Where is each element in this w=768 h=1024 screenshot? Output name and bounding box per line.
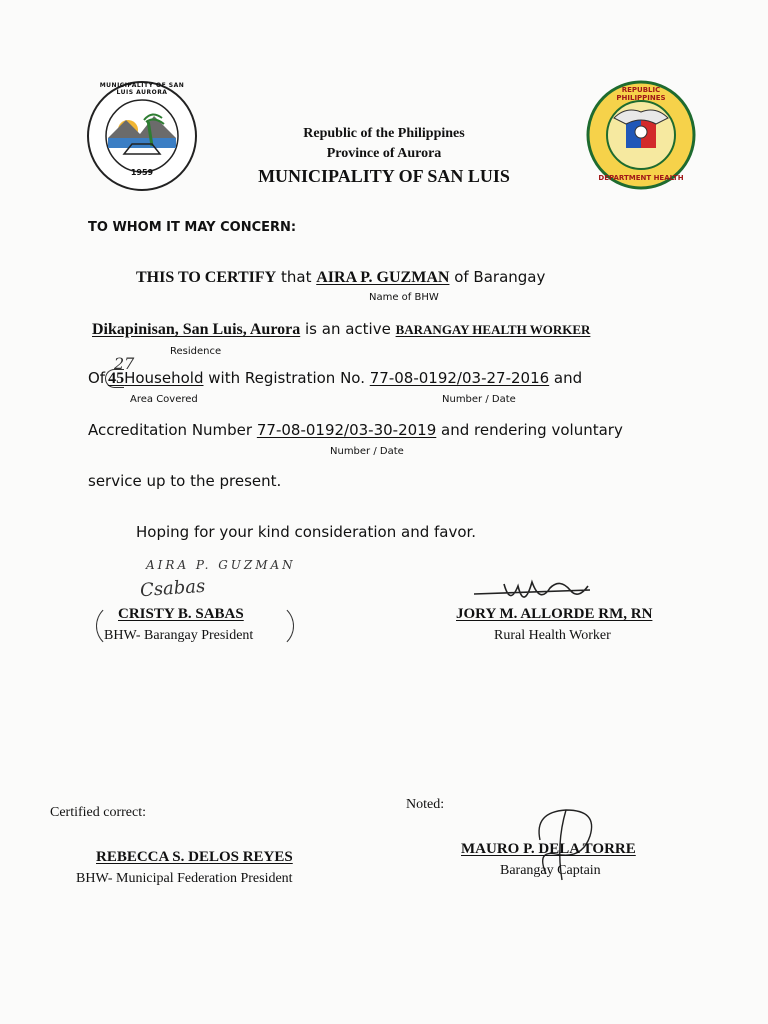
- salutation: TO WHOM IT MAY CONCERN:: [88, 220, 297, 235]
- seal-ring-text: MUNICIPALITY OF SAN LUIS AURORA: [99, 82, 185, 96]
- seal-ring-text-bottom: DEPARTMENT HEALTH: [598, 174, 684, 182]
- caption-name-of-bhw: Name of BHW: [369, 292, 439, 303]
- certify-lead: THIS TO CERTIFY: [136, 269, 277, 286]
- seal-ring-text-top: REPUBLIC PHILIPPINES: [616, 86, 666, 102]
- sig4-name: MAURO P. DELA TORRE: [461, 841, 636, 857]
- header-province: Province of Aurora: [326, 146, 442, 161]
- service-text: service up to the present.: [88, 472, 282, 490]
- accreditation-lead: Accreditation Number: [88, 421, 257, 439]
- sig3-title: BHW- Municipal Federation President: [76, 871, 293, 886]
- handwritten-signature-1: Csabas: [139, 575, 206, 602]
- header-republic: Republic of the Philippines: [303, 126, 465, 141]
- caption-number-date-2: Number / Date: [330, 446, 404, 457]
- role: BARANGAY HEALTH WORKER: [395, 322, 591, 337]
- caption-residence: Residence: [170, 346, 222, 357]
- municipal-seal: [86, 80, 198, 192]
- area-covered: 45: [105, 369, 124, 388]
- caption-area-covered: Area Covered: [130, 394, 198, 405]
- rendering-text: and rendering voluntary: [436, 421, 623, 439]
- seal-year: 1959: [130, 168, 154, 177]
- handwritten-count: 27: [114, 354, 135, 373]
- sig3-name: REBECCA S. DELOS REYES: [96, 849, 293, 865]
- body-line-1: [136, 268, 545, 287]
- active-text: is an active: [300, 320, 396, 338]
- residence: Dikapinisan, San Luis, Aurora: [92, 321, 301, 338]
- body-line-4: [88, 421, 623, 439]
- caption-number-date-1: Number / Date: [442, 394, 516, 405]
- with-reg-text: with Registration No.: [203, 369, 370, 387]
- noted-label: Noted:: [406, 797, 445, 812]
- sig1-title: BHW- Barangay President: [104, 628, 254, 643]
- household-text: Household: [124, 369, 204, 387]
- sig2-name: JORY M. ALLORDE RM, RN: [456, 606, 653, 622]
- that-text: that: [276, 268, 317, 286]
- sig4-title: Barangay Captain: [500, 863, 601, 878]
- doh-seal: [586, 80, 696, 190]
- of-barangay-text: of Barangay: [449, 268, 546, 286]
- body-line-2: [92, 320, 590, 339]
- body-line-3: [88, 369, 582, 388]
- header-municipality: MUNICIPALITY OF SAN LUIS: [258, 166, 510, 186]
- of-text: Of: [88, 369, 106, 387]
- and-text: and: [549, 369, 583, 387]
- sig1-name: CRISTY B. SABAS: [118, 606, 244, 622]
- accreditation-number: 77-08-0192/03-30-2019: [256, 421, 437, 439]
- certified-label: Certified correct:: [50, 805, 147, 820]
- handwritten-name: AIRA P. GUZMAN: [146, 558, 296, 572]
- closing-text: Hoping for your kind consideration and favor.: [136, 523, 477, 541]
- sig2-title: Rural Health Worker: [494, 628, 611, 643]
- registration-number: 77-08-0192/03-27-2016: [369, 369, 550, 387]
- bhw-name: AIRA P. GUZMAN: [316, 269, 450, 286]
